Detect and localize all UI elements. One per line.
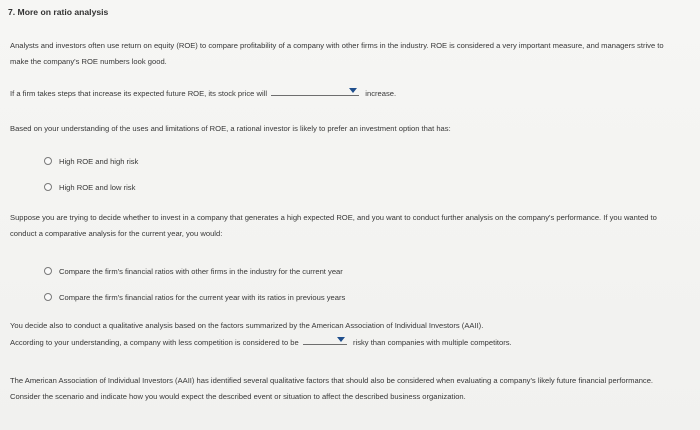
radio-option-compare-industry[interactable] bbox=[44, 258, 644, 284]
question-competition-line2 bbox=[10, 334, 680, 351]
question-stock-price-text: If a firm takes steps that increase its expected future ROE, its stock price will bbox=[10, 89, 268, 98]
radio-button-icon[interactable] bbox=[44, 293, 52, 301]
radio-button-icon[interactable] bbox=[44, 183, 52, 191]
caret-down-icon bbox=[349, 88, 357, 93]
radio-button-icon[interactable] bbox=[44, 267, 52, 275]
section-title: 7. More on ratio analysis bbox=[8, 7, 109, 17]
question-comparative-prompt: Suppose you are trying to decide whether to invest in a company that generates a high expected ROE, and you want to conduct further analysis on the company's performance. If you wanted to conduct a comparative analysis for the current year, you would: bbox=[10, 213, 657, 238]
competition-risk-dropdown[interactable] bbox=[303, 334, 347, 345]
option-label: Compare the firm's financial ratios with other firms in the industry for the current year bbox=[59, 266, 343, 276]
radio-option-high-roe-high-risk[interactable] bbox=[44, 148, 644, 174]
stock-price-dropdown[interactable] bbox=[271, 85, 359, 96]
question-stock-price-suffix: increase. bbox=[365, 89, 397, 98]
comparative-options bbox=[44, 258, 644, 310]
question-stock-price bbox=[10, 85, 680, 102]
question-competition-line1: You decide also to conduct a qualitative analysis based on the factors summarized by the American Association of Individual Investors (AAII). bbox=[10, 321, 484, 330]
option-label: High ROE and high risk bbox=[59, 156, 139, 166]
radio-button-icon[interactable] bbox=[44, 157, 52, 165]
question-competition-suffix: risky than companies with multiple competitors. bbox=[352, 338, 512, 347]
question-preference-prompt: Based on your understanding of the uses and limitations of ROE, a rational investor is likely to prefer an investment option that has: bbox=[10, 124, 451, 133]
option-label: High ROE and low risk bbox=[59, 182, 136, 192]
question-competition bbox=[10, 318, 680, 351]
preference-options bbox=[44, 148, 644, 200]
intro-paragraph: Analysts and investors often use return on equity (ROE) to compare profitability of a company with other firms in the industry. ROE is considered a very important measure, and managers strive to make the company's ROE numbers look good. bbox=[10, 41, 664, 66]
radio-option-compare-previous-years[interactable] bbox=[44, 284, 644, 310]
caret-down-icon bbox=[337, 337, 345, 342]
option-label: Compare the firm's financial ratios for the current year with its ratios in previous years bbox=[59, 292, 346, 302]
radio-option-high-roe-low-risk[interactable] bbox=[44, 174, 644, 200]
question-competition-text: According to your understanding, a company with less competition is considered to be bbox=[10, 338, 299, 347]
outro-paragraph: The American Association of Individual Investors (AAII) has identified several qualitative factors that should also be considered when evaluating a company's likely future financial performance. Consider the scenario and indicate how you would expect the described event or situation to affect the described business organization. bbox=[10, 376, 654, 401]
